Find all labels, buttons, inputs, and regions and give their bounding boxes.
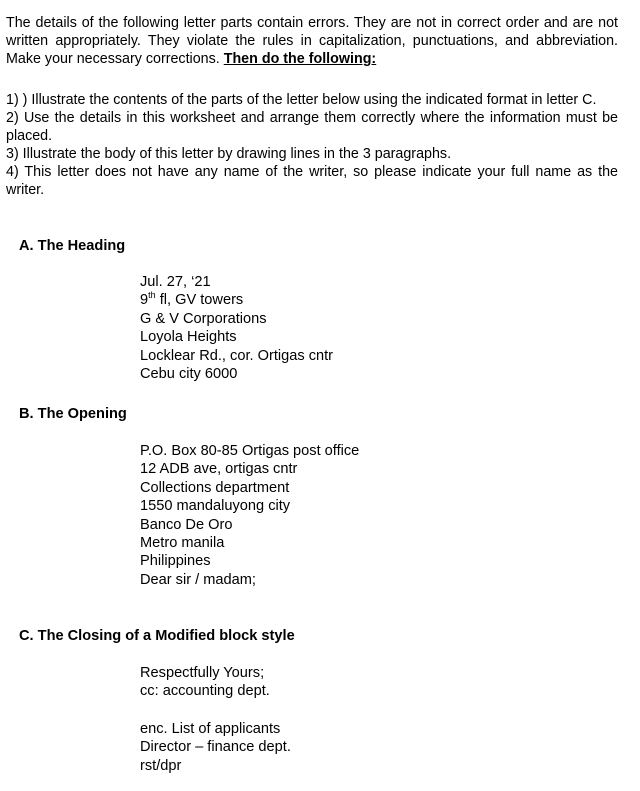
instruction-item: 4) This letter does not have any name of the writer, so please indicate your full name as the writer. bbox=[6, 164, 618, 198]
heading-date: Jul. 27, ‘21 bbox=[140, 274, 211, 290]
opening-line: Collections department bbox=[140, 479, 290, 496]
instructions-list bbox=[6, 91, 618, 199]
heading-line: Locklear Rd., cor. Ortigas cntr bbox=[140, 347, 334, 364]
section-heading-a: A. The Heading bbox=[19, 238, 126, 254]
closing-line: Director – finance dept. bbox=[140, 739, 291, 756]
section-heading-b: B. The Opening bbox=[19, 406, 127, 422]
opening-line: 12 ADB ave, ortigas cntr bbox=[140, 461, 298, 478]
heading-line: G & V Corporations bbox=[140, 310, 267, 327]
instruction-item: 3) Illustrate the body of this letter by drawing lines in the 3 paragraphs. bbox=[6, 146, 452, 162]
intro-paragraph bbox=[6, 14, 618, 68]
opening-salutation: Dear sir / madam; bbox=[140, 571, 256, 588]
heading-block bbox=[140, 273, 333, 383]
floor-number: 9 bbox=[140, 292, 149, 309]
opening-line: P.O. Box 80-85 Ortigas post office bbox=[140, 443, 360, 459]
closing-line: cc: accounting dept. bbox=[140, 683, 270, 700]
intro-text: The details of the following letter parts contain errors. They are not in correct order and are not written appropriately. They violate the rules in capitalization, punctuations, and abbreviation. Make your necessary corrections. bbox=[6, 15, 618, 67]
heading-line: Loyola Heights bbox=[140, 329, 237, 346]
closing-line: Respectfully Yours; bbox=[140, 665, 265, 681]
intro-emphasis: Then do the following: bbox=[223, 51, 377, 67]
closing-block-top bbox=[140, 664, 270, 701]
heading-line: Cebu city 6000 bbox=[140, 366, 238, 383]
section-heading-c: C. The Closing of a Modified block style bbox=[19, 628, 295, 644]
closing-block-bottom bbox=[140, 720, 291, 775]
opening-line: 1550 mandaluyong city bbox=[140, 498, 291, 515]
floor-rest: fl, GV towers bbox=[155, 292, 244, 309]
opening-line: Banco De Oro bbox=[140, 516, 233, 533]
opening-block bbox=[140, 442, 359, 589]
instruction-item: 1) ) Illustrate the contents of the parts of the letter below using the indicated format in letter C. bbox=[6, 92, 597, 108]
floor-suffix: th bbox=[148, 290, 156, 301]
heading-floor bbox=[140, 291, 333, 309]
opening-line: Metro manila bbox=[140, 535, 225, 552]
opening-line: Philippines bbox=[140, 553, 211, 570]
closing-line: rst/dpr bbox=[140, 757, 182, 774]
instruction-item: 2) Use the details in this worksheet and arrange them correctly where the information must be placed. bbox=[6, 110, 618, 144]
closing-line: enc. List of applicants bbox=[140, 721, 281, 737]
